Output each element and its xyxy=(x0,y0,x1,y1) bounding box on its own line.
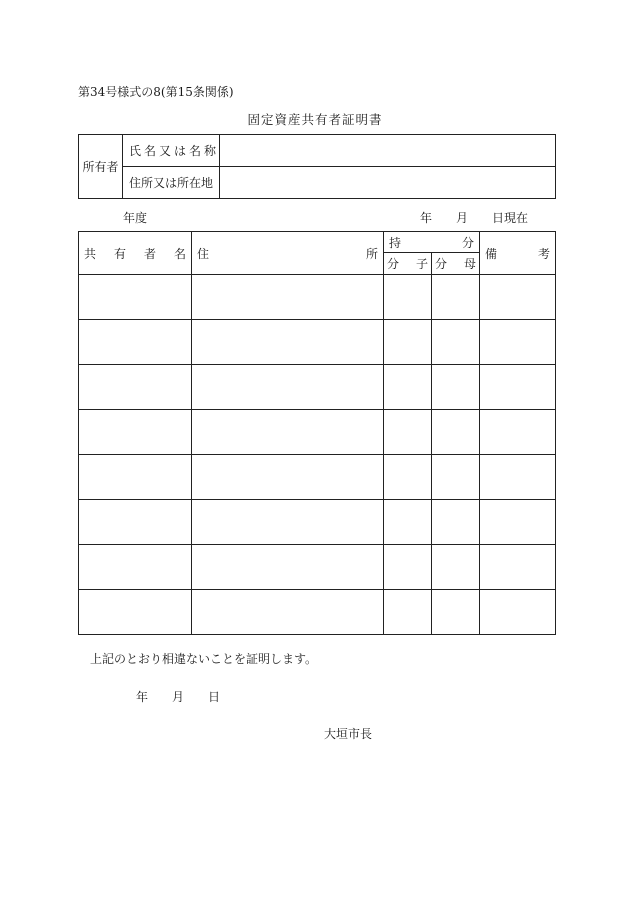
denominator-cell[interactable] xyxy=(432,365,480,410)
address-cell[interactable] xyxy=(192,545,384,590)
co-owner-name-cell[interactable] xyxy=(79,500,192,545)
remarks-cell[interactable] xyxy=(480,365,556,410)
address-cell[interactable] xyxy=(192,455,384,500)
remarks-cell[interactable] xyxy=(480,410,556,455)
fiscal-year-label: 年度 xyxy=(123,211,148,225)
header-share: 持 分 xyxy=(384,232,480,253)
denominator-cell[interactable] xyxy=(432,455,480,500)
as-of-date-label: 年 月 日現在 xyxy=(420,211,529,225)
denominator-cell[interactable] xyxy=(432,590,480,635)
co-owner-name-cell[interactable] xyxy=(79,320,192,365)
denominator-cell[interactable] xyxy=(432,545,480,590)
address-cell[interactable] xyxy=(192,410,384,455)
table-row xyxy=(79,275,556,320)
denominator-cell[interactable] xyxy=(432,275,480,320)
address-cell[interactable] xyxy=(192,320,384,365)
numerator-cell[interactable] xyxy=(384,320,432,365)
header-denominator: 分 母 xyxy=(432,253,480,275)
table-row xyxy=(79,590,556,635)
name-field[interactable] xyxy=(220,135,556,167)
table-row xyxy=(79,455,556,500)
remarks-cell[interactable] xyxy=(480,455,556,500)
numerator-cell[interactable] xyxy=(384,590,432,635)
numerator-cell[interactable] xyxy=(384,410,432,455)
header-co-owner-name: 共 有 者 名 xyxy=(79,232,192,275)
co-owner-name-cell[interactable] xyxy=(79,545,192,590)
table-row xyxy=(79,410,556,455)
header-numerator: 分 子 xyxy=(384,253,432,275)
numerator-cell[interactable] xyxy=(384,275,432,320)
certification-statement: 上記のとおり相違ないことを証明します。 xyxy=(90,652,318,666)
remarks-cell[interactable] xyxy=(480,500,556,545)
issue-date: 年 月 日 xyxy=(136,690,221,704)
form-number: 第34号様式の8(第15条関係) xyxy=(78,85,234,99)
document-title: 固定資産共有者証明書 xyxy=(247,112,383,127)
table-row xyxy=(79,545,556,590)
address-cell[interactable] xyxy=(192,275,384,320)
co-owner-table xyxy=(78,231,556,635)
remarks-cell[interactable] xyxy=(480,590,556,635)
remarks-cell[interactable] xyxy=(480,545,556,590)
header-remarks: 備 考 xyxy=(480,232,556,275)
address-cell[interactable] xyxy=(192,500,384,545)
owner-label: 所有者 xyxy=(79,135,123,199)
remarks-cell[interactable] xyxy=(480,275,556,320)
co-owner-name-cell[interactable] xyxy=(79,590,192,635)
numerator-cell[interactable] xyxy=(384,500,432,545)
numerator-cell[interactable] xyxy=(384,545,432,590)
name-label: 氏名又は名称 xyxy=(123,135,220,167)
numerator-cell[interactable] xyxy=(384,455,432,500)
address-cell[interactable] xyxy=(192,365,384,410)
issuer-mayor: 大垣市長 xyxy=(324,727,373,741)
co-owner-name-cell[interactable] xyxy=(79,365,192,410)
table-row xyxy=(79,320,556,365)
denominator-cell[interactable] xyxy=(432,410,480,455)
address-cell[interactable] xyxy=(192,590,384,635)
table-row xyxy=(79,365,556,410)
owner-table xyxy=(78,134,556,199)
header-address: 住 所 xyxy=(192,232,384,275)
address-field[interactable] xyxy=(220,167,556,199)
table-row xyxy=(79,500,556,545)
co-owner-name-cell[interactable] xyxy=(79,410,192,455)
denominator-cell[interactable] xyxy=(432,500,480,545)
remarks-cell[interactable] xyxy=(480,320,556,365)
co-owner-name-cell[interactable] xyxy=(79,455,192,500)
numerator-cell[interactable] xyxy=(384,365,432,410)
co-owner-name-cell[interactable] xyxy=(79,275,192,320)
denominator-cell[interactable] xyxy=(432,320,480,365)
address-label: 住所又は所在地 xyxy=(123,167,220,199)
